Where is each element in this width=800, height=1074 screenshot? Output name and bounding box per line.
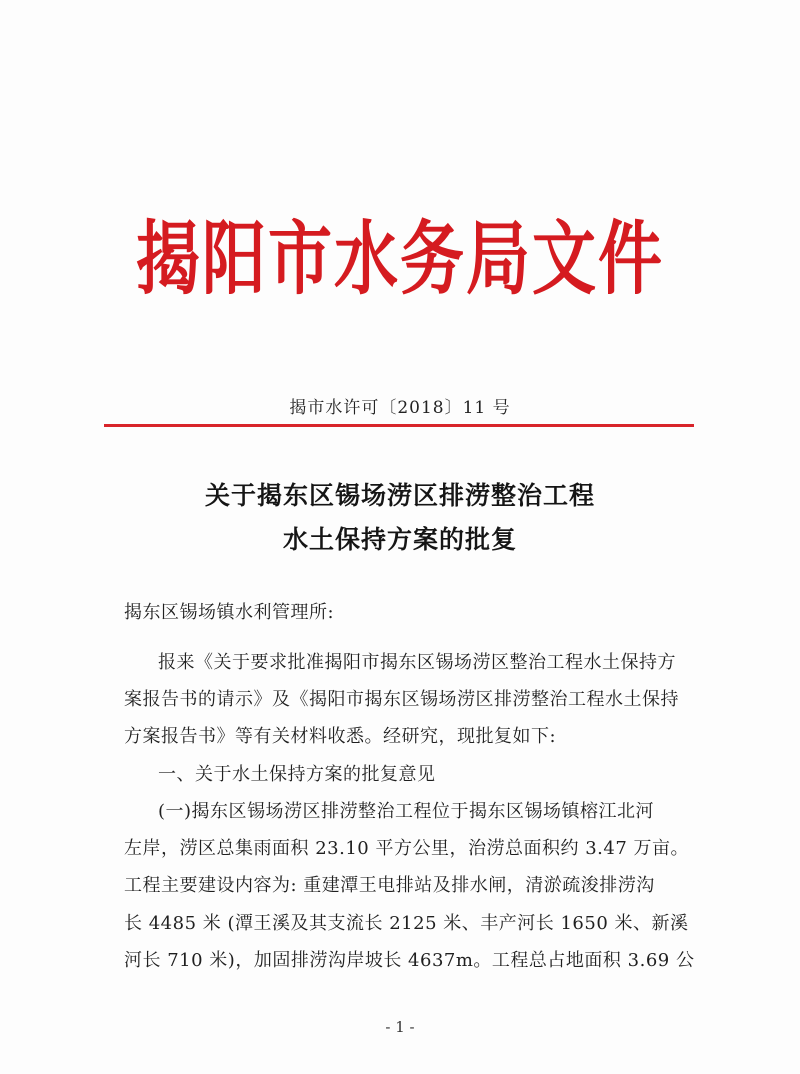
issuer-title: 揭阳市水务局文件 [136, 212, 664, 307]
subject-title-line-2: 水土保持方案的批复 [282, 525, 517, 554]
document-number: 揭市水许可〔2018〕11 号 [289, 398, 511, 418]
subject-title-line-1: 关于揭东区锡场涝区排涝整治工程 [204, 481, 595, 510]
body-line-7: 工程主要建设内容为: 重建潭王电排站及排水闸，清淤疏浚排涝沟 [124, 875, 655, 896]
body-line-8: 长 4485 米 (潭王溪及其支流长 2125 米、丰产河长 1650 米、新溪 [124, 913, 689, 934]
page-number: - 1 - [385, 1018, 415, 1036]
body-line-9: 河长 710 米)，加固排涝沟岸坡长 4637m。工程总占地面积 3.69 公 [124, 950, 695, 971]
section-heading: 一、关于水土保持方案的批复意见 [158, 764, 436, 785]
red-divider-rule [104, 424, 694, 427]
addressee: 揭东区锡场镇水利管理所: [124, 602, 335, 623]
body-line-6: 左岸，涝区总集雨面积 23.10 平方公里，治涝总面积约 3.47 万亩。 [124, 838, 689, 859]
body-line-1: 报来《关于要求批准揭阳市揭东区锡场涝区整治工程水土保持方 [158, 652, 676, 673]
body-line-2: 案报告书的请示》及《揭阳市揭东区锡场涝区排涝整治工程水土保持 [124, 689, 679, 710]
body-line-3: 方案报告书》等有关材料收悉。经研究，现批复如下: [124, 726, 557, 747]
body-line-5: (一)揭东区锡场涝区排涝整治工程位于揭东区锡场镇榕江北河 [158, 801, 655, 822]
